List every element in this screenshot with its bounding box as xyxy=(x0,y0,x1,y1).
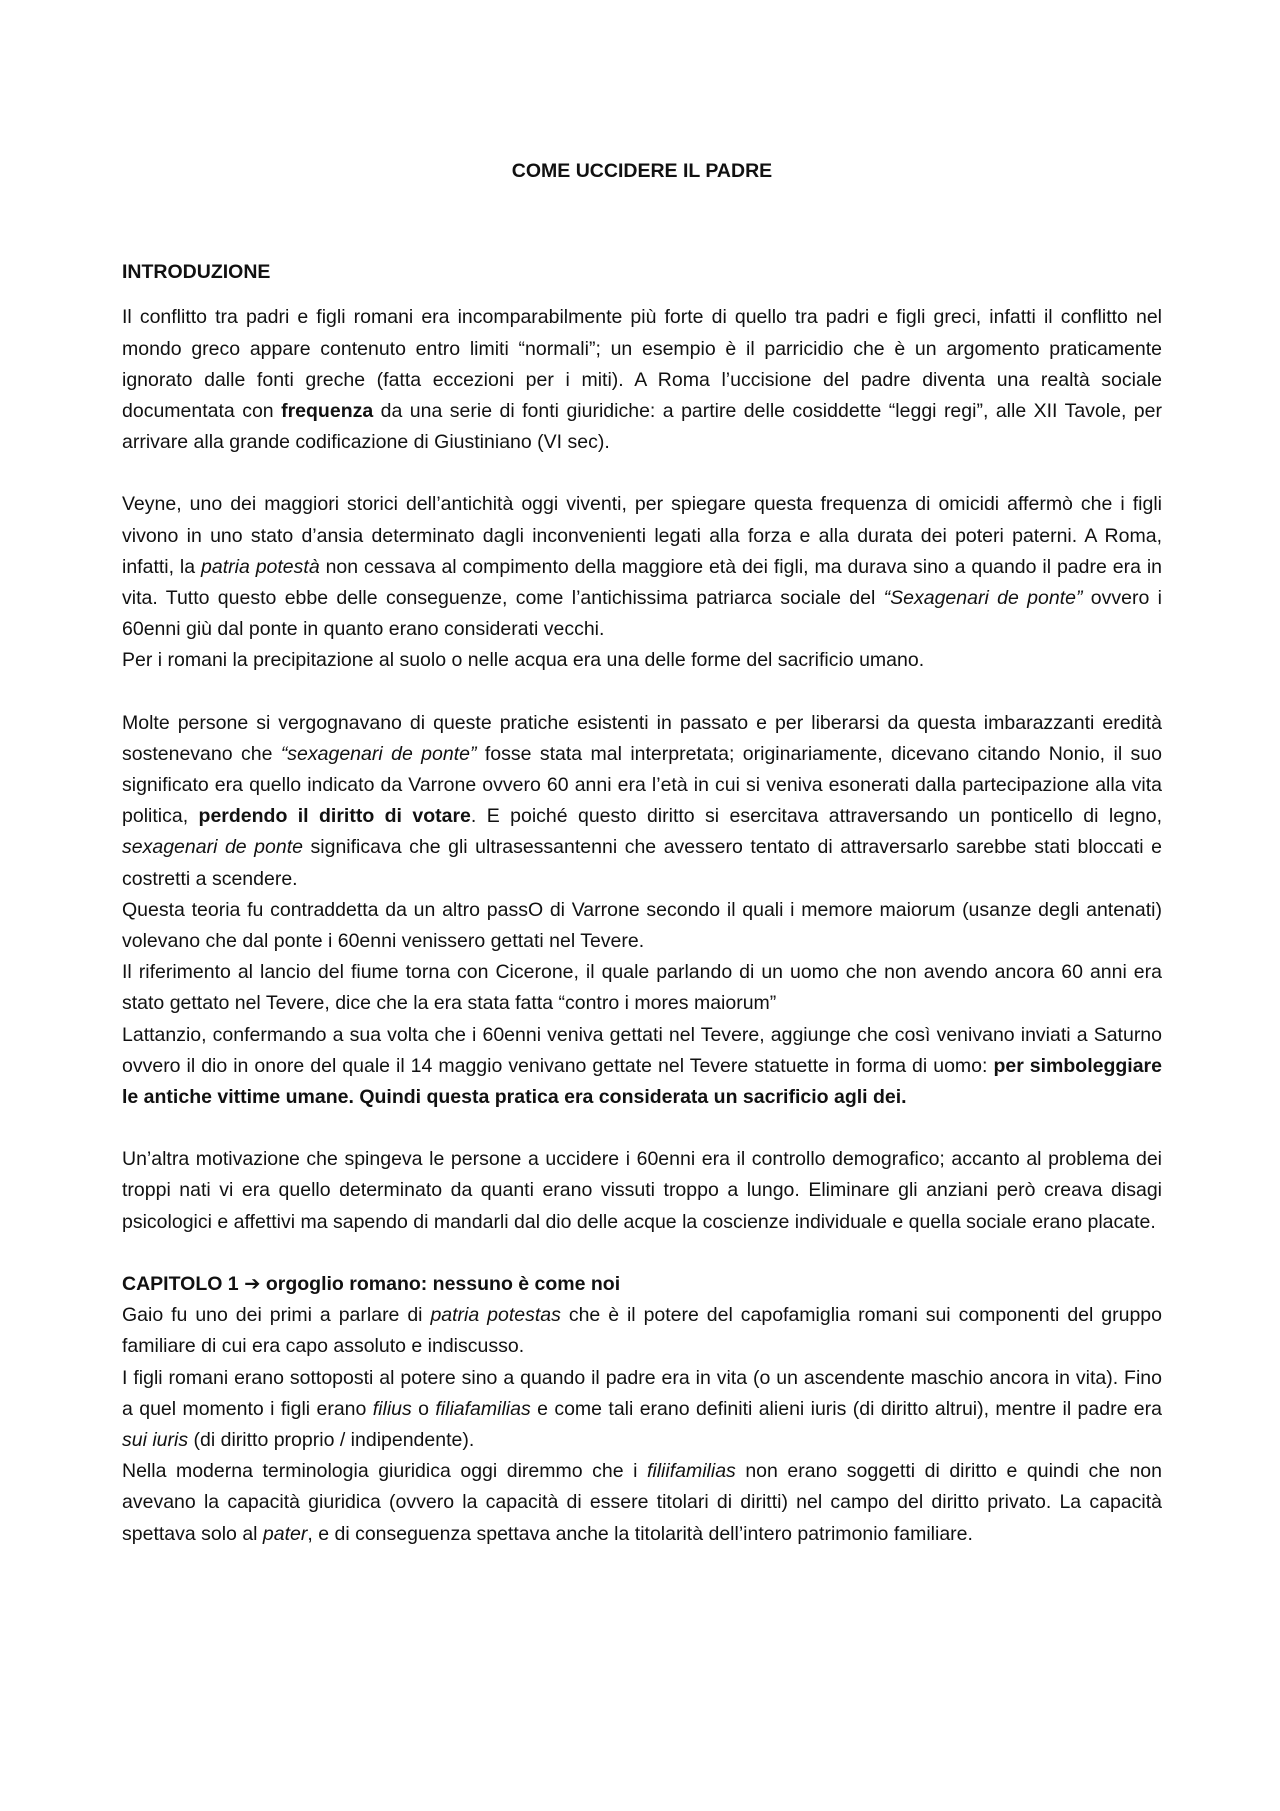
paragraph-intro-2: Veyne, uno dei maggiori storici dell’antichità oggi viventi, per spiegare questa frequenza di omicidi affermò che i figli vivono in uno stato d’ansia determinato dagli inconvenienti legati alla forza e alla durata dei poteri paterni. A Roma, infatti, la patria potestà non cessava al compimento della maggiore età dei figli, ma durava sino a quando il padre era in vita. Tutto questo ebbe delle conseguenze, come l’antichissima patriarca sociale del “Sexagenari de ponte” ovvero i 60enni giù dal ponte in quanto erano considerati vecchi. xyxy=(122,493,1162,641)
paragraph-intro-1: Il conflitto tra padri e figli romani era incomparabilmente più forte di quello tra padri e figli greci, infatti il conflitto nel mondo greco appare contenuto entro limiti “normali”; un esempio è il parricidio che è un argomento praticamente ignorato dalle fonti greche (fatta eccezioni per i miti). A Roma l’uccisione del padre diventa una realtà sociale documentata con frequenza da una serie di fonti giuridiche: a partire delle cosiddette “leggi regi”, alle XII Tavole, per arrivare alla grande codificazione di Giustiniano (VI sec). xyxy=(122,306,1162,454)
paragraph-intro-7: Lattanzio, confermando a sua volta che i 60enni veniva gettati nel Tevere, aggiunge che così venivano inviati a Saturno ovvero il dio in onore del quale il 14 maggio venivano gettate nel Tevere statuette in forma di uomo: per simboleggiare le antiche vittime umane. Quindi questa pratica era considerata un sacrificio agli dei. xyxy=(122,1023,1162,1109)
document-title: COME UCCIDERE IL PADRE xyxy=(511,160,773,182)
paragraph-chapter1-3: Nella moderna terminologia giuridica oggi diremmo che i filiifamilias non erano soggetti di diritto e quindi che non avevano la capacità giuridica (ovvero la capacità di essere titolari di diritti) nel campo del diritto privato. La capacità spettava solo al pater, e di conseguenza spettava anche la titolarità dell’intero patrimonio familiare. xyxy=(122,1460,1162,1545)
paragraph-intro-6: Il riferimento al lancio del fiume torna con Cicerone, il quale parlando di un uomo che non avendo ancora 60 anni era stato gettato nel Tevere, dice che la era stata fatta “contro i mores maiorum” xyxy=(122,961,1162,1015)
paragraph-chapter1-2: I figli romani erano sottoposti al potere sino a quando il padre era in vita (o un ascendente maschio ancora in vita). Fino a quel momento i figli erano filius o filiafamilias e come tali erano definiti alieni iuris (di diritto altrui), mentre il padre era sui iuris (di diritto proprio / indipendente). xyxy=(122,1366,1162,1451)
chapter-1-heading: CAPITOLO 1 ➔ orgoglio romano: nessuno è come noi xyxy=(122,1272,621,1295)
introduction-heading: INTRODUZIONE xyxy=(122,261,271,284)
arrow-right-icon: ➔ xyxy=(244,1272,261,1295)
paragraph-intro-3: Per i romani la precipitazione al suolo o nelle acqua era una delle forme del sacrificio umano. xyxy=(122,649,925,672)
paragraph-intro-8: Un’altra motivazione che spingeva le persone a uccidere i 60enni era il controllo demografico; accanto al problema dei troppi nati vi era quello determinato da quanti erano vissuti troppo a lungo. Eliminare gli anziani però creava disagi psicologici e affettivi ma sapendo di mandarli dal dio delle acque la coscienze individuale e quella sociale erano placate. xyxy=(122,1148,1162,1233)
document-page xyxy=(122,156,1162,1550)
paragraph-chapter1-1: Gaio fu uno dei primi a parlare di patria potestas che è il potere del capofamiglia romani sui componenti del gruppo familiare di cui era capo assoluto e indiscusso. xyxy=(122,1304,1162,1358)
paragraph-intro-5: Questa teoria fu contraddetta da un altro passO di Varrone secondo il quali i memore maiorum (usanze degli antenati) volevano che dal ponte i 60enni venissero gettati nel Tevere. xyxy=(122,898,1162,953)
paragraph-intro-4: Molte persone si vergognavano di queste pratiche esistenti in passato e per liberarsi da questa imbarazzanti eredità sostenevano che “sexagenari de ponte” fosse stata mal interpretata; originariamente, dicevano citando Nonio, il suo significato era quello indicato da Varrone ovvero 60 anni era l’età in cui si veniva esonerati dalla partecipazione alla vita politica, perdendo il diritto di votare. E poiché questo diritto si esercitava attraversando un ponticello di legno, sexagenari de ponte significava che gli ultrasessantenni che avessero tentato di attraversarlo sarebbe stati bloccati e costretti a scendere. xyxy=(122,711,1163,890)
